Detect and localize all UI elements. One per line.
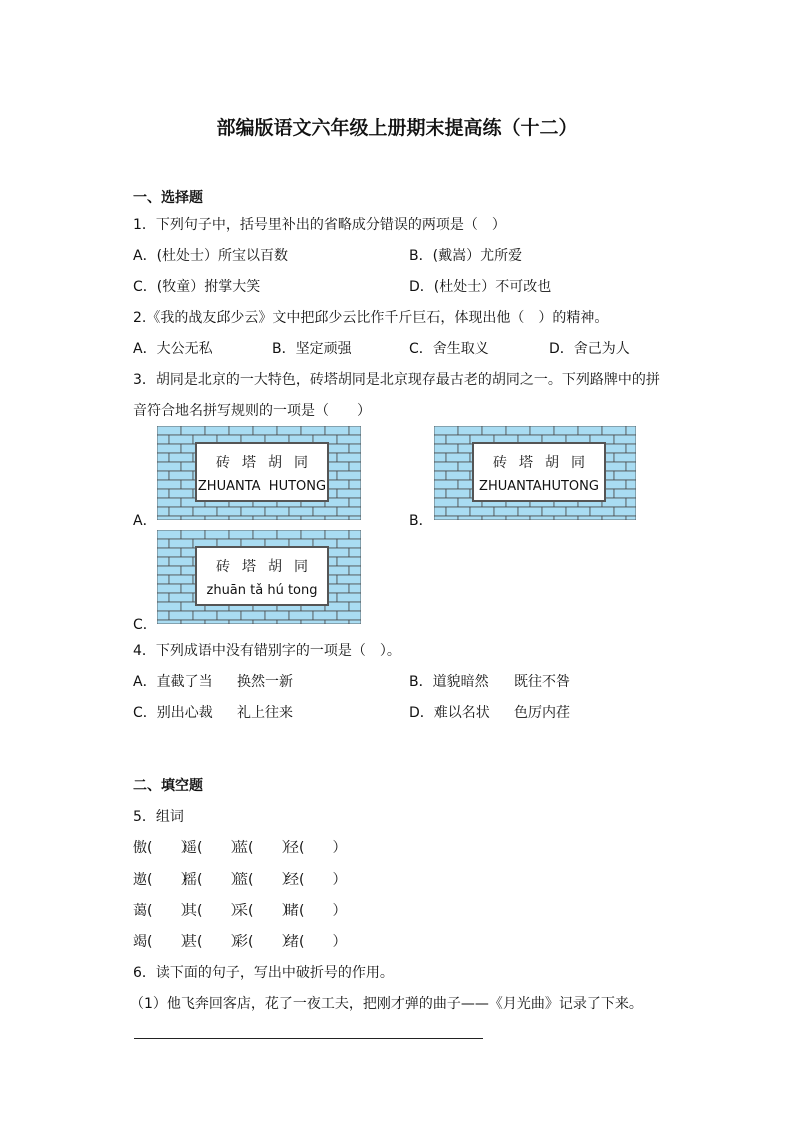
q6-stem: 6．读下面的句子，写出中破折号的作用。 [133,965,394,981]
brick [349,444,361,453]
brick [157,453,169,462]
brick [446,489,470,498]
brick [337,575,361,584]
q5-word-cell: 蔼( ） [133,903,195,919]
brick [614,471,636,480]
brick [157,471,169,480]
brick [554,426,578,435]
q3-stem-line2: 音符合地名拼写规则的一项是（ ） [133,403,371,419]
brick [169,539,193,548]
q5-stem: 5．组词 [133,809,184,825]
section-heading-fill: 二、填空题 [133,778,203,794]
street-sign-c [157,530,361,624]
brick [253,620,277,624]
brick [169,489,193,498]
brick [157,426,181,435]
brick [506,426,530,435]
brick [458,516,482,520]
brick [530,426,554,435]
q3-option-c-letter: C． [133,617,157,633]
brick [482,426,506,435]
brick [325,516,349,520]
brick [434,471,446,480]
q5-word-cell: 遥( ） [183,840,245,856]
brick [626,480,636,489]
brick [241,507,265,516]
brick [301,426,325,435]
brick [349,584,361,593]
brick [157,489,169,498]
brick [289,507,313,516]
brick [193,611,217,620]
brick [157,575,169,584]
q4-option-c: C．别出心裁 [133,705,213,721]
q4-option-b: B．道貌暗然 [409,674,489,690]
brick [349,516,361,520]
brick [157,611,169,620]
q5-word-cell: 遨( ） [133,872,195,888]
brick [626,498,636,507]
q5-word-cell: 甚( ） [183,934,245,950]
brick [169,557,193,566]
brick [205,516,229,520]
brick [602,426,626,435]
q3-option-b-letter: B． [409,513,433,529]
brick [181,516,205,520]
brick [494,507,518,516]
brick [289,611,313,620]
brick [337,471,361,480]
q2-option-c: C．舍生取义 [409,341,489,357]
q4-option-b-second: 既往不咎 [514,674,570,690]
brick [169,575,193,584]
brick [325,530,349,539]
brick [434,462,458,471]
brick [277,516,301,520]
brick [229,516,253,520]
q4-option-d: D．难以名状 [409,705,490,721]
brick [205,620,229,624]
brick [277,620,301,624]
brick [626,426,636,435]
brick [578,426,602,435]
brick [434,453,446,462]
q4-option-a-second: 换然一新 [237,674,293,690]
brick [217,611,241,620]
brick [217,507,241,516]
brick [337,593,361,602]
q5-word-cell: 绪( ） [285,934,347,950]
brick [614,507,636,516]
brick [446,435,470,444]
sign-c-pinyin: zhuān tǎ hú tong [206,583,318,598]
brick [578,516,602,520]
q1-option-c: C．(牧童）拊掌大笑 [133,279,261,295]
q5-word-cell: 睹( ） [285,903,347,919]
brick [349,480,361,489]
brick [337,489,361,498]
q5-word-cell: 彩( ） [234,934,296,950]
brick [169,611,193,620]
sign-plate-a [195,442,329,502]
brick [349,548,361,557]
brick [229,530,253,539]
brick [337,453,361,462]
q4-stem: 4．下列成语中没有错别字的一项是（ ）。 [133,643,401,659]
q1-option-a: A．(杜处士）所宝以百数 [133,248,289,264]
q4-option-c-second: 礼上往来 [237,705,293,721]
sign-plate-b [472,442,606,502]
brick [181,530,205,539]
brick [157,516,181,520]
sign-c-chinese: 砖塔胡同 [216,559,320,575]
brick [241,611,265,620]
brick [542,507,566,516]
brick [325,620,349,624]
brick [157,539,169,548]
brick [301,516,325,520]
brick [157,584,181,593]
brick [349,602,361,611]
brick [349,426,361,435]
q6-sentence: （1）他飞奔回客店，花了一夜工夫，把刚才弹的曲子——《月光曲》记录了下来。 [130,996,643,1012]
brick [349,566,361,575]
q2-option-a: A．大公无私 [133,341,213,357]
q5-word-cell: 傲( ） [133,840,195,856]
brick [205,530,229,539]
page-title: 部编版语文六年级上册期末提高练（十二） [216,117,578,139]
brick [337,611,361,620]
q5-word-cell: 摇( ） [183,872,245,888]
brick [506,516,530,520]
brick [157,548,181,557]
brick [446,507,470,516]
brick [181,620,205,624]
brick [157,530,181,539]
brick [434,480,458,489]
brick [614,489,636,498]
brick [253,530,277,539]
brick [157,435,169,444]
brick [157,507,169,516]
brick [301,620,325,624]
brick [157,480,181,489]
brick [337,435,361,444]
brick [181,426,205,435]
q5-word-cell: 竭( ） [133,934,195,950]
brick [157,566,181,575]
brick [313,507,337,516]
brick [277,530,301,539]
brick [458,426,482,435]
brick [313,611,337,620]
sign-plate-c [195,546,329,606]
brick [626,444,636,453]
q5-word-cell: 采( ） [234,903,296,919]
brick [157,602,181,611]
brick [446,453,470,462]
brick [265,507,289,516]
brick [157,498,181,507]
sign-a-pinyin: ZHUANTA HUTONG [197,479,327,494]
brick [626,516,636,520]
brick [325,426,349,435]
brick [169,453,193,462]
brick [157,557,169,566]
q5-word-cell: 篮( ） [234,872,296,888]
brick [434,516,458,520]
q3-option-a-letter: A． [133,513,157,529]
brick [349,620,361,624]
brick [434,507,446,516]
q1-option-d: D．(杜处士）不可改也 [409,279,552,295]
q2-option-d: D．舍己为人 [549,341,630,357]
brick [253,516,277,520]
q5-word-cell: 其( ） [183,903,245,919]
brick [434,426,458,435]
brick [434,435,446,444]
brick [482,516,506,520]
brick [157,462,181,471]
brick [626,462,636,471]
sign-a-chinese: 砖塔胡同 [216,455,320,471]
brick [434,489,446,498]
brick [590,507,614,516]
brick [470,507,494,516]
q5-word-cell: 经( ） [285,872,347,888]
brick [337,557,361,566]
sign-b-chinese: 砖塔胡同 [493,455,597,471]
brick [349,530,361,539]
brick [277,426,301,435]
q3-stem-line1: 3．胡同是北京的一大特色，砖塔胡同是北京现存最古老的胡同之一。下列路牌中的拼 [133,372,660,388]
brick [229,426,253,435]
brick [614,453,636,462]
q2-stem: 2.《我的战友邱少云》文中把邱少云比作千斤巨石，体现出他（ ）的精神。 [133,310,609,326]
brick [614,435,636,444]
brick [566,507,590,516]
brick [349,498,361,507]
answer-line [134,1038,483,1039]
brick [169,507,193,516]
sign-b-pinyin: ZHUANTAHUTONG [479,479,599,494]
brick [337,507,361,516]
street-sign-b [434,426,636,520]
brick [205,426,229,435]
brick [169,435,193,444]
brick [169,471,193,480]
brick [193,507,217,516]
brick [554,516,578,520]
brick [157,620,181,624]
q4-option-a: A．直截了当 [133,674,213,690]
brick [530,516,554,520]
brick [602,516,626,520]
brick [169,593,193,602]
section-heading-choice: 一、选择题 [133,190,203,206]
q1-stem: 1．下列句子中，括号里补出的省略成分错误的两项是（ ） [133,217,506,233]
q4-option-d-second: 色厉内荏 [514,705,570,721]
brick [518,507,542,516]
brick [265,611,289,620]
brick [157,593,169,602]
brick [253,426,277,435]
q5-word-cell: 径( ） [285,840,347,856]
brick [337,539,361,548]
q2-option-b: B．坚定顽强 [272,341,352,357]
brick [434,444,458,453]
brick [157,444,181,453]
street-sign-a [157,426,361,520]
q5-word-cell: 蓝( ） [234,840,296,856]
q1-option-b: B．(戴嵩）尤所爱 [409,248,523,264]
brick [301,530,325,539]
brick [349,462,361,471]
brick [446,471,470,480]
brick [229,620,253,624]
brick [434,498,458,507]
